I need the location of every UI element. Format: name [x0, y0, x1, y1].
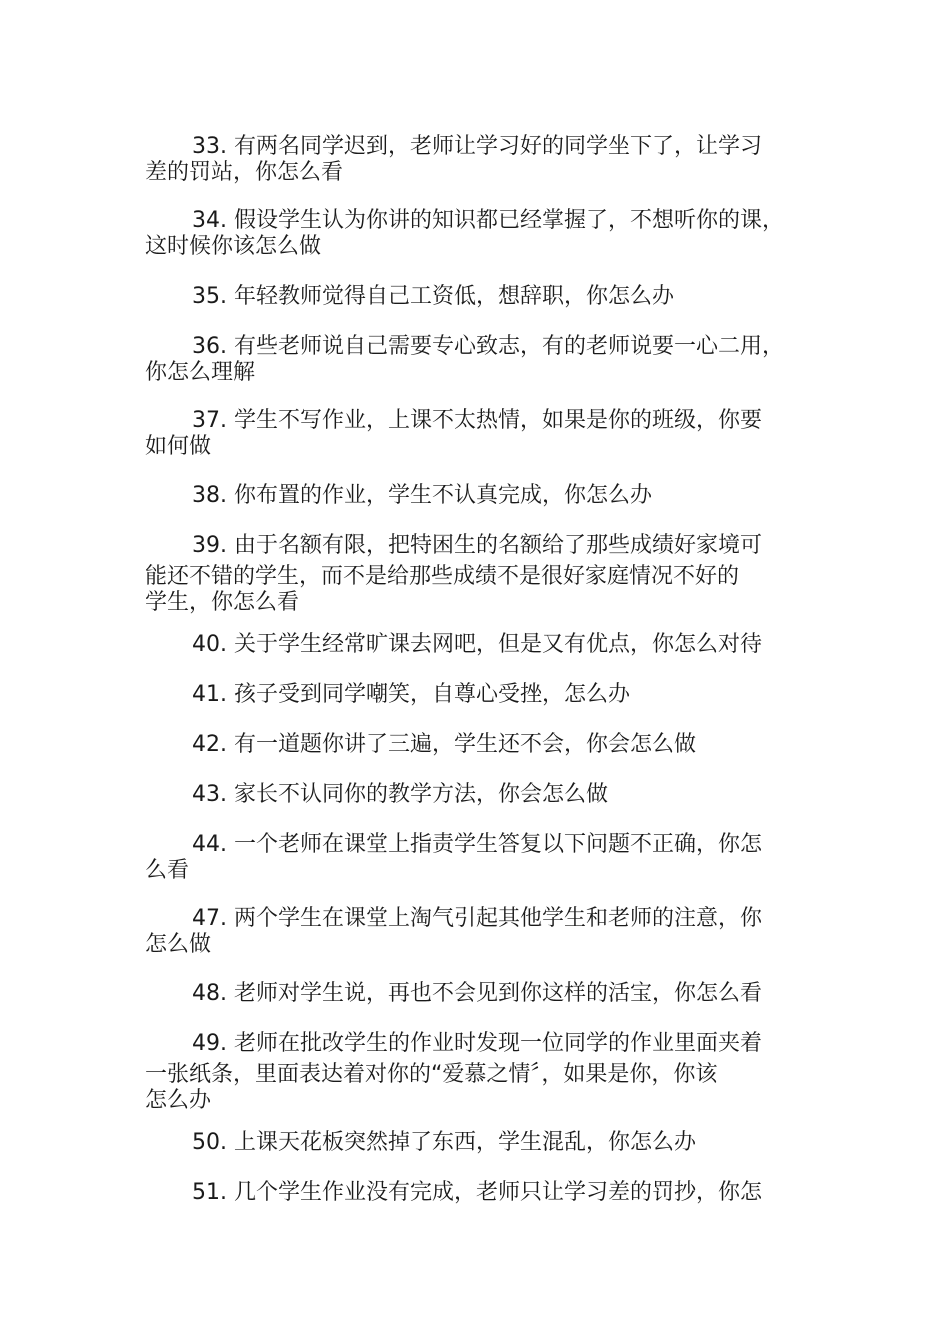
- question-line: 48. 老师对学生说，再也不会见到你这样的活宝，你怎么看: [192, 981, 762, 1006]
- question-line: 50. 上课天花板突然掉了东西，学生混乱，你怎么办: [192, 1130, 696, 1155]
- question-38: [145, 483, 825, 509]
- question-line: 33. 有两名同学迟到，老师让学习好的同学坐下了，让学习: [192, 134, 762, 159]
- question-line: 37. 学生不写作业，上课不太热情，如果是你的班级，你要: [192, 408, 762, 433]
- question-line: 39. 由于名额有限，把特困生的名额给了那些成绩好家境可: [192, 533, 762, 558]
- question-33: [145, 134, 825, 186]
- question-50: [145, 1130, 825, 1156]
- question-36: [145, 334, 825, 386]
- question-line: 你怎么理解: [145, 360, 256, 385]
- question-43: [145, 782, 825, 808]
- question-line: 49. 老师在批改学生的作业时发现一位同学的作业里面夹着: [192, 1031, 762, 1056]
- question-39: [145, 533, 825, 616]
- question-line: 一张纸条，里面表达着对你的“爱慕之情〞，如果是你，你该: [145, 1062, 718, 1087]
- question-line: 41. 孩子受到同学嘲笑，自尊心受挫，怎么办: [192, 682, 630, 707]
- question-line: 43. 家长不认同你的教学方法，你会怎么做: [192, 782, 608, 807]
- question-line: 40. 关于学生经常旷课去网吧，但是又有优点，你怎么对待: [192, 632, 762, 657]
- question-line: 44. 一个老师在课堂上指责学生答复以下问题不正确，你怎: [192, 832, 762, 857]
- question-35: [145, 284, 825, 310]
- question-49: [145, 1031, 825, 1114]
- question-line: 36. 有些老师说自己需要专心致志，有的老师说要一心二用，: [192, 334, 784, 359]
- question-51: [145, 1180, 825, 1206]
- question-40: [145, 632, 825, 658]
- question-line: 35. 年轻教师觉得自己工资低，想辞职，你怎么办: [192, 284, 674, 309]
- question-line: 差的罚站，你怎么看: [145, 160, 344, 185]
- question-line: 学生，你怎么看: [145, 590, 300, 615]
- question-44: [145, 832, 825, 884]
- question-line: 34. 假设学生认为你讲的知识都已经掌握了，不想听你的课，: [192, 208, 784, 233]
- question-line: 能还不错的学生，而不是给那些成绩不是很好家庭情况不好的: [145, 564, 740, 589]
- question-line: 42. 有一道题你讲了三遍，学生还不会，你会怎么做: [192, 732, 696, 757]
- question-line: 51. 几个学生作业没有完成，老师只让学习差的罚抄，你怎: [192, 1180, 762, 1205]
- question-line: 38. 你布置的作业，学生不认真完成，你怎么办: [192, 483, 652, 508]
- question-line: 怎么办: [145, 1088, 212, 1113]
- question-line: 么看: [145, 858, 190, 883]
- question-42: [145, 732, 825, 758]
- question-48: [145, 981, 825, 1007]
- question-line: 47. 两个学生在课堂上淘气引起其他学生和老师的注意，你: [192, 906, 762, 931]
- question-34: [145, 208, 825, 260]
- question-line: 这时候你该怎么做: [145, 234, 322, 259]
- question-47: [145, 906, 825, 958]
- question-37: [145, 408, 825, 460]
- question-41: [145, 682, 825, 708]
- question-line: 怎么做: [145, 932, 212, 957]
- question-line: 如何做: [145, 434, 212, 459]
